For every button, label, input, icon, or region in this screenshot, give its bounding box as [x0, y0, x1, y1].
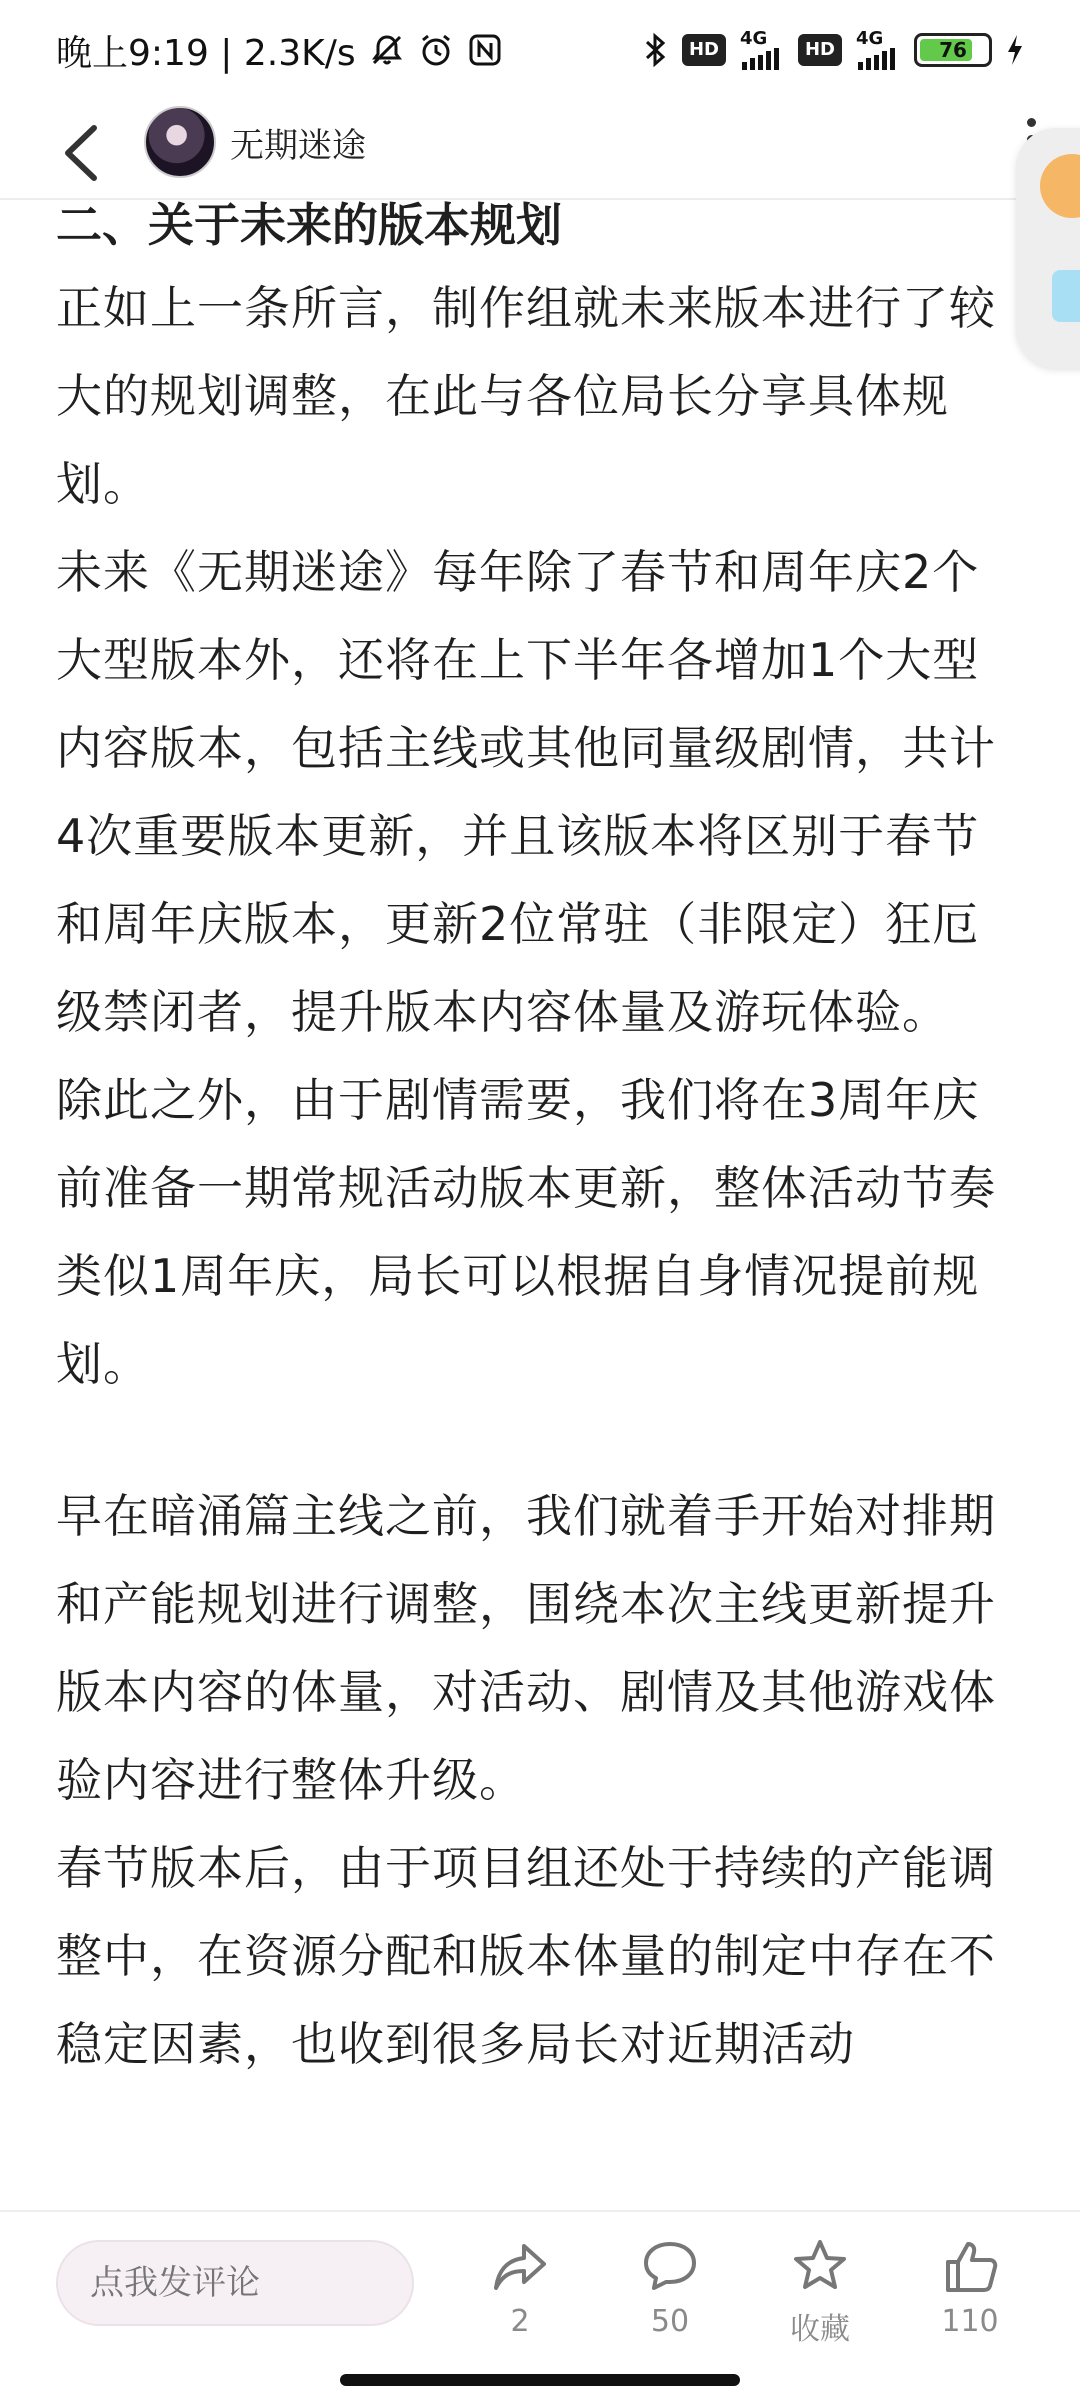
floating-side-widget[interactable] — [1016, 128, 1080, 368]
article-paragraph: 早在暗涌篇主线之前，我们就着手开始对排期和产能规划进行调整，围绕本次主线更新提升版本内容的体量，对活动、剧情及其他游戏体验内容进行整体升级。 — [56, 1489, 996, 1807]
bluetooth-icon — [642, 32, 668, 68]
floating-app-icon[interactable] — [1040, 154, 1080, 218]
alarm-clock-icon — [418, 32, 454, 68]
share-button[interactable] — [460, 2236, 580, 2339]
favorite-label: 收藏 — [790, 2312, 850, 2347]
thumbs-up-icon — [940, 2236, 1000, 2296]
comment-input[interactable] — [56, 2240, 414, 2326]
article-paragraph: 未来《无期迷途》每年除了春节和周年庆2个大型版本外，还将在上下半年各增加1个大型内容版本，包括主线或其他同量级剧情，共计4次重要版本更新，并且该版本将区别于春节和周年庆版本，更新2位常驻（非限定）狂厄级禁闭者，提升版本内容体量及游玩体验。 — [56, 545, 996, 1039]
battery-percent: 76 — [939, 38, 967, 62]
share-icon — [490, 2236, 550, 2296]
time-network-speed: 晚上9:19 | 2.3K/s — [56, 32, 356, 74]
section-heading: 二、关于未来的版本规划 — [56, 198, 562, 252]
bottom-action-bar — [0, 2210, 1080, 2400]
star-icon — [790, 2236, 850, 2296]
article-paragraph: 除此之外，由于剧情需要，我们将在3周年庆前准备一期常规活动版本更新，整体活动节奏类似1周年庆，局长可以根据自身情况提前规划。 — [56, 1073, 996, 1391]
favorite-button[interactable] — [760, 2236, 880, 2348]
author-avatar[interactable] — [144, 106, 216, 178]
signal-icon — [740, 30, 784, 70]
paragraph-spacer — [56, 1408, 1020, 1472]
nfc-icon — [468, 33, 502, 67]
chevron-left-icon — [52, 116, 112, 186]
home-indicator[interactable] — [340, 2374, 740, 2386]
status-left — [56, 25, 502, 76]
network-type-label: 4G — [856, 28, 884, 49]
back-button[interactable] — [52, 116, 112, 186]
article-paragraph: 春节版本后，由于项目组还处于持续的产能调整中，在资源分配和版本体量的制定中存在不稳定因素，也收到很多局长对近期活动 — [56, 1841, 996, 2071]
floating-card-icon[interactable] — [1052, 270, 1080, 322]
signal-icon — [856, 30, 900, 70]
mute-notifications-icon — [370, 33, 404, 67]
charging-icon — [1006, 34, 1024, 66]
like-button[interactable] — [910, 2236, 1030, 2339]
share-count: 2 — [510, 2304, 530, 2339]
author-name[interactable]: 无期迷途 — [230, 126, 366, 166]
more-dot — [1027, 118, 1036, 127]
status-bar — [0, 0, 1080, 100]
battery-indicator — [914, 33, 992, 67]
comment-bubble-icon — [640, 2236, 700, 2296]
top-nav-bar — [0, 100, 1080, 200]
article-paragraph: 正如上一条所言，制作组就未来版本进行了较大的规划调整，在此与各位局长分享具体规划。 — [56, 281, 996, 511]
comment-button[interactable] — [610, 2236, 730, 2339]
status-right — [642, 30, 1024, 70]
comment-count: 50 — [650, 2304, 690, 2339]
like-count: 110 — [941, 2304, 999, 2339]
hd-badge: HD — [682, 34, 726, 66]
article-body — [56, 196, 1020, 2088]
hd-badge: HD — [798, 34, 842, 66]
network-type-label: 4G — [739, 28, 768, 49]
